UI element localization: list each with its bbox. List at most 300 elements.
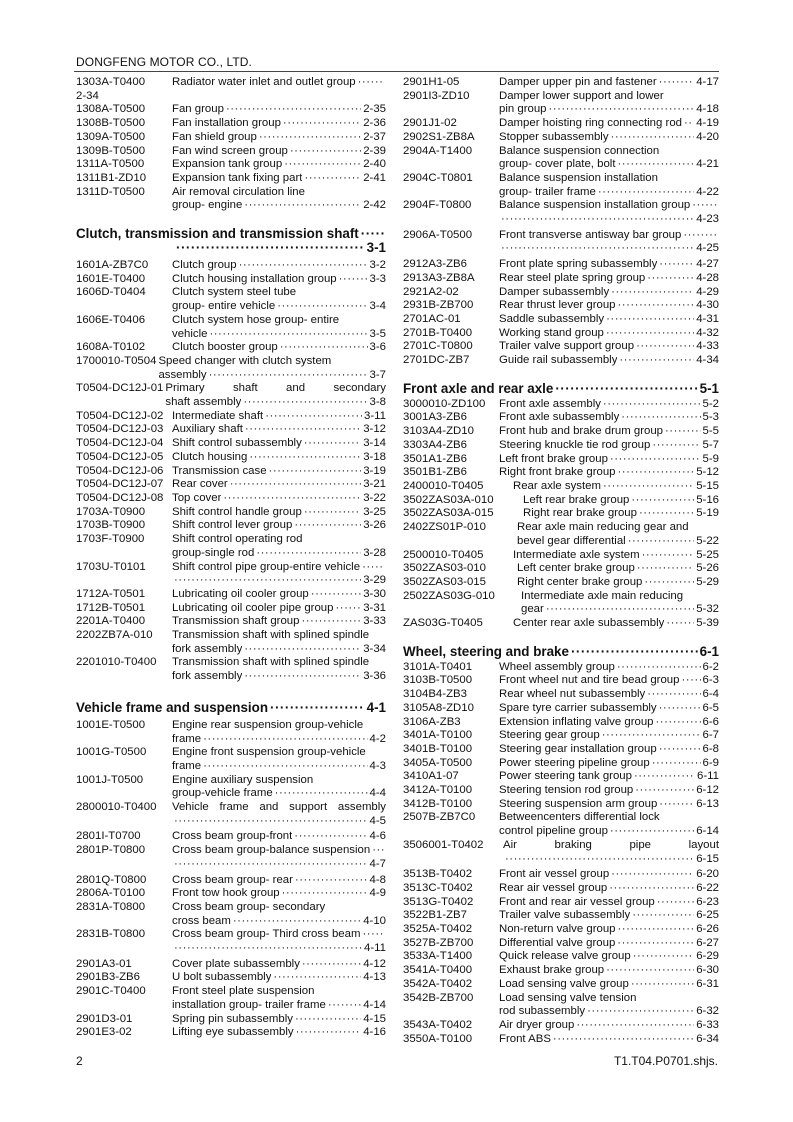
dot-leader — [603, 480, 694, 494]
dot-leader — [618, 466, 695, 480]
toc-line — [499, 909, 719, 923]
toc-entry — [76, 382, 386, 409]
toc-line — [172, 787, 386, 801]
page-ref: 3-4 — [369, 300, 386, 313]
dot-leader — [294, 830, 367, 844]
part-code: 3541A-T0400 — [403, 964, 473, 977]
toc-entry — [403, 674, 719, 688]
page-ref: 6-12 — [696, 784, 719, 797]
part-code: T0504-DC12J-03 — [76, 423, 164, 436]
page-ref: 4-29 — [696, 285, 719, 298]
toc-entry — [403, 286, 719, 300]
dot-leader — [683, 229, 717, 243]
entry-desc — [172, 602, 386, 616]
entry-title: vehicle — [172, 327, 208, 340]
page-ref: 6-7 — [702, 729, 719, 742]
page-ref: 4-10 — [363, 914, 386, 927]
dot-leader — [657, 896, 694, 910]
part-code: 1308B-T0500 — [76, 117, 146, 130]
entry-desc — [499, 661, 719, 675]
page-ref: 5-22 — [696, 534, 719, 547]
dot-leader — [610, 453, 701, 467]
toc-line — [523, 507, 719, 521]
part-code: 2921A2-02 — [403, 285, 459, 298]
entry-desc — [172, 561, 386, 588]
page-ref: 3-31 — [363, 601, 386, 614]
toc-entry — [403, 661, 719, 675]
toc-line — [172, 774, 386, 788]
toc-entry — [76, 451, 386, 465]
page-ref: 5-2 — [702, 397, 719, 410]
part-code: 1311A-T0500 — [76, 158, 145, 171]
toc-entry — [403, 1019, 719, 1033]
entry-desc — [172, 506, 386, 520]
page-ref: 4-27 — [696, 258, 719, 271]
toc-line — [499, 923, 719, 937]
entry-title: Intermediate shaft — [172, 409, 264, 422]
entry-desc — [499, 313, 719, 327]
dot-leader — [631, 978, 694, 992]
page-ref: 3-30 — [363, 587, 386, 600]
toc-line — [499, 199, 719, 213]
toc-line — [172, 506, 386, 520]
toc-line — [172, 602, 386, 616]
entry-desc — [499, 172, 719, 199]
page-ref: 2-39 — [363, 144, 386, 157]
dot-leader — [501, 242, 694, 256]
entry-title: Trailer valve subassembly — [499, 909, 631, 922]
part-code: 2904C-T0801 — [403, 171, 473, 184]
page-ref: 6-32 — [696, 1005, 719, 1018]
toc-line — [499, 411, 719, 425]
entry-title: U bolt subassembly — [172, 971, 272, 984]
entry-title: bevel gear differential — [517, 534, 626, 547]
toc-entry — [76, 519, 386, 533]
page-ref: 5-32 — [696, 603, 719, 616]
entry-desc — [499, 145, 719, 172]
page-ref: 6-27 — [696, 936, 719, 949]
section-title: Front axle and rear axle — [403, 381, 554, 396]
entry-title: Damper hoisting ring connecting rod — [499, 117, 682, 130]
part-code: 1703A-T0900 — [76, 505, 146, 518]
part-code: T0504-DC12J-06 — [76, 464, 164, 477]
toc-line — [172, 519, 386, 533]
entry-title: Shift control handle group — [172, 505, 302, 518]
part-code: 2502ZAS03G-010 — [403, 589, 495, 602]
toc-line — [172, 971, 386, 985]
page-ref: 4-12 — [363, 957, 386, 970]
page-ref: 6-5 — [702, 701, 719, 714]
entry-desc — [172, 958, 386, 972]
toc-line — [172, 844, 386, 858]
part-code: 2801P-T0800 — [76, 844, 146, 857]
part-code: 1700010-T0504 — [76, 354, 157, 367]
part-code: 1712A-T0501 — [76, 587, 146, 600]
part-code: 3401B-T0100 — [403, 742, 473, 755]
entry-title: Transmission shaft with splined spindle — [172, 629, 370, 642]
page-ref: 6-33 — [696, 1019, 719, 1031]
entry-desc — [499, 784, 719, 798]
page-ref: 6-25 — [696, 909, 719, 922]
dot-leader — [328, 999, 361, 1013]
dot-leader — [174, 942, 362, 956]
part-code: 2904F-T0800 — [403, 199, 472, 212]
toc-entry — [76, 887, 386, 901]
toc-right-column — [403, 76, 719, 1046]
toc-line — [172, 259, 386, 273]
dot-leader — [652, 439, 700, 453]
part-code: 2801Q-T0800 — [76, 873, 147, 886]
toc-line — [172, 533, 386, 547]
toc-line — [499, 354, 719, 368]
toc-line — [499, 299, 719, 313]
toc-line — [172, 199, 386, 213]
dot-leader — [294, 519, 361, 533]
entry-desc — [513, 549, 719, 563]
entry-title: Rear steel plate spring group — [499, 271, 646, 284]
toc-line — [499, 313, 719, 327]
dot-leader — [639, 507, 694, 521]
entry-title: Right rear brake group — [523, 507, 637, 520]
dot-leader — [282, 887, 368, 901]
entry-title: Spring pin subassembly — [172, 1012, 293, 1025]
section-line — [403, 382, 719, 396]
toc-entry — [403, 453, 719, 467]
page-ref: 6-6 — [702, 715, 719, 728]
part-code: T0504-DC12J-02 — [76, 409, 164, 422]
dot-leader — [692, 199, 717, 213]
entry-title: Quick release valve group — [499, 950, 631, 963]
dot-leader — [618, 923, 695, 937]
entry-desc — [499, 340, 719, 354]
entry-title: Left rear brake group — [523, 493, 630, 506]
toc-entry — [403, 770, 719, 784]
page-ref: 5-9 — [702, 452, 719, 465]
toc-entry — [76, 830, 386, 844]
toc-entry — [76, 410, 386, 424]
toc-line — [172, 670, 386, 684]
toc-entry — [403, 117, 719, 131]
dot-leader — [587, 1005, 694, 1019]
toc-line — [499, 896, 719, 910]
entry-title: Guide rail subassembly — [499, 354, 618, 367]
entry-desc — [499, 964, 719, 978]
entry-title: group-vehicle frame — [172, 787, 273, 800]
dot-leader — [656, 716, 701, 730]
page-ref: 4-5 — [369, 814, 386, 827]
part-code: 3000010-ZD100 — [403, 397, 486, 410]
dot-leader — [256, 547, 361, 561]
part-code: 1608A-T0102 — [76, 341, 146, 354]
toc-line — [499, 1033, 719, 1047]
dot-leader — [617, 937, 694, 951]
toc-entry — [403, 950, 719, 964]
part-code: 2500010-T0405 — [403, 548, 484, 561]
entry-title: shaft assembly — [165, 396, 242, 409]
dot-leader — [361, 227, 384, 241]
page-ref: 5-39 — [696, 617, 719, 630]
entry-desc — [499, 674, 719, 688]
page-ref: 3-19 — [363, 464, 386, 477]
entry-desc — [499, 229, 719, 256]
toc-entry — [76, 1026, 386, 1040]
dot-leader — [621, 411, 700, 425]
dot-leader — [598, 186, 694, 200]
part-code: T0504-DC12J-07 — [76, 478, 164, 491]
page-ref: 6-13 — [696, 797, 719, 810]
toc-entry — [403, 340, 719, 354]
entry-desc — [517, 521, 719, 548]
entry-title: Shift control pipe group-entire vehicle — [172, 560, 361, 573]
toc-line — [172, 1026, 386, 1040]
part-code: 3542A-T0402 — [403, 977, 473, 990]
entry-desc — [172, 492, 386, 506]
entry-desc — [172, 985, 386, 1012]
part-code: 3501A1-ZB6 — [403, 452, 467, 465]
entry-desc — [499, 1019, 719, 1033]
toc-line — [172, 915, 386, 929]
entry-title: Clutch booster group — [172, 341, 278, 354]
toc-entry — [76, 844, 386, 871]
part-code: 2402ZS01P-010 — [403, 521, 486, 534]
part-code: 2906A-T0500 — [403, 228, 473, 241]
part-code: 2701B-T0400 — [403, 326, 473, 339]
entry-title: frame — [172, 732, 202, 745]
toc-line — [499, 272, 719, 286]
dot-leader — [280, 341, 368, 355]
toc-entry — [76, 437, 386, 451]
toc-entry — [76, 423, 386, 437]
toc-line — [499, 937, 719, 951]
entry-desc — [499, 992, 719, 1019]
entry-desc — [499, 770, 719, 784]
part-code: 1303A-T0400 — [76, 76, 146, 88]
entry-title: Front axle subassembly — [499, 411, 620, 424]
entry-desc — [158, 355, 386, 382]
toc-entry — [403, 882, 719, 896]
toc-line — [76, 76, 386, 90]
toc-line — [499, 439, 719, 453]
entry-title: Rear thrust lever group — [499, 299, 616, 312]
toc-entry — [403, 199, 719, 226]
part-code: 3502ZAS03-010 — [403, 562, 486, 575]
toc-entry — [76, 656, 386, 683]
part-code: 1606E-T0406 — [76, 313, 146, 326]
entry-desc — [172, 117, 386, 131]
entry-title: group- engine — [172, 199, 243, 212]
entry-desc — [499, 757, 719, 771]
part-code: 3106A-ZB3 — [403, 715, 461, 728]
toc-entry — [76, 506, 386, 520]
entry-title: Shift control subassembly — [172, 437, 302, 450]
dot-leader — [546, 603, 694, 617]
dot-leader — [223, 492, 361, 506]
dot-leader — [233, 915, 361, 929]
part-code: 2201010-T0400 — [76, 656, 157, 669]
part-code: 3104B4-ZB3 — [403, 688, 467, 701]
part-code: 2701AC-01 — [403, 312, 461, 325]
toc-line — [172, 103, 386, 117]
entry-desc — [172, 533, 386, 560]
entry-title: Front wheel nut and tire bead group — [499, 674, 680, 687]
dot-leader — [304, 506, 361, 520]
page-ref: 6-20 — [696, 868, 719, 881]
part-code: 2701DC-ZB7 — [403, 354, 470, 367]
page-ref: 3-29 — [363, 574, 386, 587]
part-code: 2901E3-02 — [76, 1026, 132, 1039]
toc-line — [513, 480, 719, 494]
page-ref: 3-11 — [364, 409, 386, 422]
entry-title: Air dryer group — [499, 1019, 575, 1031]
page-ref: 3-22 — [363, 491, 386, 504]
dot-leader — [684, 117, 694, 131]
page-ref: 4-31 — [696, 312, 719, 325]
entry-title: Working stand group — [499, 326, 604, 339]
dot-leader — [230, 478, 361, 492]
toc-entry — [76, 186, 386, 213]
entry-desc — [172, 286, 386, 313]
entry-title: Left front brake group — [499, 452, 608, 465]
toc-line — [172, 478, 386, 492]
toc-entry — [76, 465, 386, 479]
document-code: T1.T04.P0701.shjs. — [613, 1054, 718, 1068]
dot-leader — [226, 103, 361, 117]
entry-title: Fan group — [172, 103, 224, 116]
part-code: 2901A3-01 — [76, 957, 132, 970]
dot-leader — [335, 602, 361, 616]
toc-entry — [403, 494, 719, 508]
entry-desc — [172, 1026, 386, 1040]
toc-entry — [76, 985, 386, 1012]
page-ref: 5-19 — [696, 507, 719, 520]
toc-line — [499, 131, 719, 145]
toc-entry — [76, 492, 386, 506]
entry-desc — [499, 937, 719, 951]
toc-line — [172, 901, 386, 915]
dot-leader — [619, 354, 694, 368]
toc-line — [499, 398, 719, 412]
toc-line — [499, 340, 719, 354]
toc-line — [172, 958, 386, 972]
dot-leader — [244, 643, 361, 657]
part-code: 3101A-T0401 — [403, 660, 473, 673]
entry-desc — [172, 901, 386, 928]
toc-line — [172, 588, 386, 602]
toc-entry — [403, 978, 719, 992]
entry-title: frame — [172, 759, 202, 772]
part-code: 1601E-T0400 — [76, 272, 146, 285]
toc-line — [517, 576, 719, 590]
page-ref: 3-3 — [369, 272, 386, 285]
page-ref: 2-40 — [363, 158, 386, 171]
page-ref: 4-7 — [369, 857, 386, 870]
toc-entry — [403, 549, 719, 563]
entry-desc — [172, 801, 386, 828]
part-code: 1703U-T0101 — [76, 560, 146, 573]
toc-line — [172, 887, 386, 901]
dot-leader — [239, 259, 368, 273]
toc-line — [172, 131, 386, 145]
entry-title: Expansion tank fixing part — [172, 171, 303, 184]
entry-title: Cross beam group- Third cross beam — [172, 928, 361, 941]
entry-title: Steering tension rod group — [499, 784, 634, 797]
entry-desc — [172, 615, 386, 629]
entry-desc — [172, 423, 386, 437]
toc-line — [172, 801, 386, 815]
part-code: 3533A-T1400 — [403, 950, 473, 963]
toc-line — [172, 733, 386, 747]
toc-line — [172, 328, 386, 342]
dot-leader — [501, 213, 694, 227]
entry-desc — [172, 186, 386, 213]
page-ref: 2-37 — [363, 130, 386, 143]
entry-title: Balance suspension installation group — [499, 199, 691, 212]
toc-line — [503, 839, 719, 853]
dot-leader — [659, 798, 694, 812]
dot-leader — [265, 410, 362, 424]
toc-line — [172, 451, 386, 465]
toc-line — [172, 158, 386, 172]
entry-desc — [172, 259, 386, 273]
entry-title: Transmission shaft group — [172, 615, 300, 628]
page-ref: 3-14 — [363, 437, 386, 450]
part-code: 2901D3-01 — [76, 1012, 133, 1025]
toc-line — [172, 145, 386, 159]
toc-line — [499, 327, 719, 341]
toc-line — [499, 743, 719, 757]
part-code: 3542B-ZB700 — [403, 991, 474, 1004]
entry-title: Engine front suspension group-vehicle — [172, 746, 366, 759]
toc-line — [499, 425, 719, 439]
dot-leader — [270, 701, 365, 715]
entry-desc — [499, 798, 719, 812]
entry-desc — [172, 746, 386, 773]
toc-line — [172, 273, 386, 287]
entry-title: Betweencenters differential lock — [499, 811, 660, 824]
dot-leader — [259, 131, 361, 145]
page-ref: 4-22 — [696, 185, 719, 198]
part-code: 3525A-T0402 — [403, 923, 473, 936]
part-code: 2931B-ZB700 — [403, 299, 474, 312]
entry-title: Stopper subassembly — [499, 130, 609, 143]
company-header: DONGFENG MOTOR CO., LTD. — [76, 55, 252, 69]
entry-title: group- entire vehicle — [172, 300, 276, 313]
toc-line — [172, 656, 386, 670]
page-ref: 5-15 — [696, 479, 719, 492]
toc-line — [172, 942, 386, 956]
toc-entry — [403, 411, 719, 425]
toc-line — [172, 830, 386, 844]
toc-line — [499, 964, 719, 978]
entry-title: Balance suspension connection — [499, 144, 660, 157]
part-code: 1703B-T0900 — [76, 519, 146, 532]
toc-line — [499, 811, 719, 825]
page-ref: 4-14 — [363, 998, 386, 1011]
part-code: 2507B-ZB7C0 — [403, 811, 476, 824]
part-code: 3103B-T0500 — [403, 674, 473, 687]
toc-line — [499, 992, 719, 1006]
entry-desc — [499, 716, 719, 730]
entry-title: Lifting eye subassembly — [172, 1026, 294, 1039]
entry-desc — [499, 729, 719, 743]
page-ref: 5-12 — [696, 466, 719, 479]
entry-title: Auxiliary shaft — [172, 423, 243, 436]
toc-entry — [76, 928, 386, 955]
dot-leader — [659, 743, 701, 757]
dot-leader — [174, 858, 368, 872]
dot-leader — [571, 645, 698, 659]
toc-line — [172, 410, 386, 424]
